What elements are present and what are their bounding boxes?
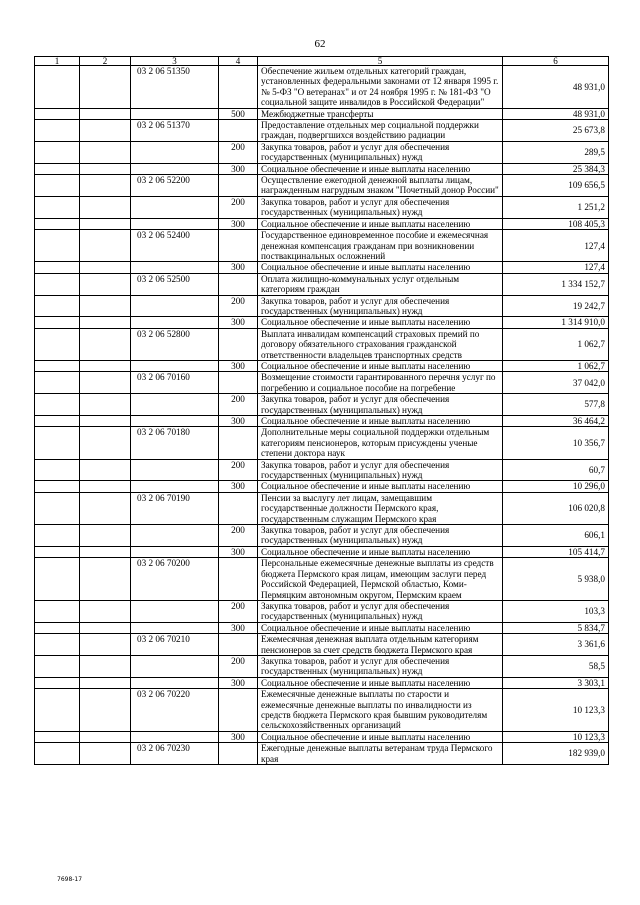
row-description: Социальное обеспечение и иные выплаты населению: [258, 546, 503, 557]
target-article-code: [131, 394, 219, 416]
table-row: [35, 427, 609, 459]
header-row: [35, 57, 609, 66]
table-row: [35, 273, 609, 295]
target-article-code: [131, 655, 219, 677]
row-description: Осуществление ежегодной денежной выплаты лицам, награжденным нагрудным знаком "Почетный донор России": [258, 175, 503, 197]
cell-col1: [35, 295, 80, 317]
expense-type-code: [219, 558, 258, 601]
cell-col2: [80, 273, 131, 295]
expense-type-code: 200: [219, 600, 258, 622]
cell-col2: [80, 230, 131, 262]
target-article-code: [131, 459, 219, 481]
table-row: [35, 677, 609, 688]
row-amount: 106 020,8: [503, 492, 609, 524]
expense-type-code: 300: [219, 546, 258, 557]
cell-col1: [35, 230, 80, 262]
expense-type-code: [219, 328, 258, 360]
table-row: [35, 459, 609, 481]
row-description: Ежемесячные денежные выплаты по старости и ежемесячные денежные выплаты по инвалидности из средств бюджета Пермского края бывшим руководителям сельскохозяйственных организаций: [258, 689, 503, 732]
row-amount: 127,4: [503, 230, 609, 262]
row-amount: 5 938,0: [503, 558, 609, 601]
column-header: 2: [80, 57, 131, 66]
expense-type-code: 200: [219, 525, 258, 547]
table-row: [35, 218, 609, 229]
table-row: [35, 317, 609, 328]
cell-col2: [80, 108, 131, 119]
row-amount: 48 931,0: [503, 66, 609, 109]
row-amount: 36 464,2: [503, 416, 609, 427]
table-row: [35, 196, 609, 218]
row-amount: 1 062,7: [503, 360, 609, 371]
cell-col2: [80, 120, 131, 142]
row-description: Социальное обеспечение и иные выплаты населению: [258, 262, 503, 273]
row-description: Закупка товаров, работ и услуг для обеспечения государственных (муниципальных) нужд: [258, 655, 503, 677]
table-row: [35, 600, 609, 622]
expense-type-code: 200: [219, 459, 258, 481]
target-article-code: 03 2 06 70160: [131, 372, 219, 394]
cell-col1: [35, 120, 80, 142]
expense-type-code: [219, 120, 258, 142]
target-article-code: 03 2 06 70210: [131, 634, 219, 656]
row-description: Закупка товаров, работ и услуг для обеспечения государственных (муниципальных) нужд: [258, 295, 503, 317]
target-article-code: [131, 731, 219, 742]
table-row: [35, 66, 609, 109]
cell-col1: [35, 175, 80, 197]
row-amount: 10 296,0: [503, 481, 609, 492]
target-article-code: [131, 600, 219, 622]
row-amount: 48 931,0: [503, 108, 609, 119]
row-description: Закупка товаров, работ и услуг для обеспечения государственных (муниципальных) нужд: [258, 394, 503, 416]
row-amount: 10 356,7: [503, 427, 609, 459]
expense-type-code: [219, 427, 258, 459]
cell-col2: [80, 427, 131, 459]
row-amount: 1 314 910,0: [503, 317, 609, 328]
target-article-code: 03 2 06 52500: [131, 273, 219, 295]
row-description: Выплата инвалидам компенсаций страховых премий по договору обязательного страхования гражданской ответственности владельцев транспортных средств: [258, 328, 503, 360]
cell-col1: [35, 372, 80, 394]
cell-col2: [80, 731, 131, 742]
cell-col2: [80, 394, 131, 416]
row-description: Закупка товаров, работ и услуг для обеспечения государственных (муниципальных) нужд: [258, 525, 503, 547]
cell-col2: [80, 317, 131, 328]
cell-col2: [80, 459, 131, 481]
target-article-code: 03 2 06 70200: [131, 558, 219, 601]
column-header: 3: [131, 57, 219, 66]
target-article-code: 03 2 06 70180: [131, 427, 219, 459]
table-row: [35, 120, 609, 142]
row-description: Возмещение стоимости гарантированного перечня услуг по погребению и социальное пособие на погребение: [258, 372, 503, 394]
expense-type-code: [219, 689, 258, 732]
cell-col2: [80, 525, 131, 547]
cell-col1: [35, 108, 80, 119]
row-description: Ежемесячная денежная выплата отдельным категориям пенсионеров за счет средств бюджета Пермского края: [258, 634, 503, 656]
table-row: [35, 731, 609, 742]
cell-col1: [35, 416, 80, 427]
row-description: Социальное обеспечение и иные выплаты населению: [258, 163, 503, 174]
column-header: 1: [35, 57, 80, 66]
cell-col2: [80, 558, 131, 601]
cell-col1: [35, 360, 80, 371]
expense-type-code: 300: [219, 677, 258, 688]
table-row: [35, 492, 609, 524]
row-amount: 105 414,7: [503, 546, 609, 557]
cell-col1: [35, 394, 80, 416]
cell-col2: [80, 600, 131, 622]
cell-col1: [35, 655, 80, 677]
cell-col2: [80, 655, 131, 677]
target-article-code: [131, 317, 219, 328]
cell-col1: [35, 546, 80, 557]
row-amount: 19 242,7: [503, 295, 609, 317]
cell-col2: [80, 634, 131, 656]
table-row: [35, 360, 609, 371]
row-description: Социальное обеспечение и иные выплаты населению: [258, 317, 503, 328]
target-article-code: 03 2 06 52400: [131, 230, 219, 262]
row-amount: 606,1: [503, 525, 609, 547]
row-amount: 5 834,7: [503, 622, 609, 633]
expense-type-code: 300: [219, 622, 258, 633]
expense-type-code: [219, 230, 258, 262]
cell-col2: [80, 262, 131, 273]
table-row: [35, 525, 609, 547]
target-article-code: 03 2 06 52800: [131, 328, 219, 360]
row-description: Социальное обеспечение и иные выплаты населению: [258, 416, 503, 427]
row-description: Социальное обеспечение и иные выплаты населению: [258, 731, 503, 742]
target-article-code: 03 2 06 51350: [131, 66, 219, 109]
target-article-code: 03 2 06 70190: [131, 492, 219, 524]
row-amount: 3 303,1: [503, 677, 609, 688]
row-description: Оплата жилищно-коммунальных услуг отдельным категориям граждан: [258, 273, 503, 295]
cell-col1: [35, 558, 80, 601]
row-amount: 127,4: [503, 262, 609, 273]
cell-col1: [35, 600, 80, 622]
table-row: [35, 481, 609, 492]
expense-type-code: [219, 66, 258, 109]
cell-col2: [80, 492, 131, 524]
row-description: Социальное обеспечение и иные выплаты населению: [258, 677, 503, 688]
expense-type-code: 300: [219, 731, 258, 742]
row-amount: 58,5: [503, 655, 609, 677]
cell-col1: [35, 525, 80, 547]
row-amount: 109 656,5: [503, 175, 609, 197]
table-row: [35, 743, 609, 765]
expense-type-code: 300: [219, 163, 258, 174]
cell-col1: [35, 66, 80, 109]
row-amount: 108 405,3: [503, 218, 609, 229]
footer-code: 7698-17: [57, 876, 83, 883]
budget-table-container: [34, 56, 608, 765]
cell-col2: [80, 546, 131, 557]
expense-type-code: 300: [219, 416, 258, 427]
table-row: [35, 328, 609, 360]
row-amount: 25 384,3: [503, 163, 609, 174]
expense-type-code: [219, 175, 258, 197]
cell-col1: [35, 677, 80, 688]
target-article-code: [131, 416, 219, 427]
cell-col1: [35, 427, 80, 459]
cell-col1: [35, 634, 80, 656]
row-description: Социальное обеспечение и иные выплаты населению: [258, 622, 503, 633]
table-row: [35, 262, 609, 273]
cell-col1: [35, 622, 80, 633]
row-amount: 25 673,8: [503, 120, 609, 142]
target-article-code: [131, 622, 219, 633]
target-article-code: [131, 141, 219, 163]
cell-col1: [35, 262, 80, 273]
cell-col1: [35, 317, 80, 328]
row-description: Персональные ежемесячные денежные выплаты из средств бюджета Пермского края лицам, имеющим заслуги перед Российской Федерацией, Пермской областью, Коми-Пермяцким автономным округом, Пермским краем: [258, 558, 503, 601]
row-description: Предоставление отдельных мер социальной поддержки граждан, подвергшихся воздействию радиации: [258, 120, 503, 142]
expense-type-code: 200: [219, 141, 258, 163]
cell-col2: [80, 218, 131, 229]
table-row: [35, 141, 609, 163]
target-article-code: [131, 677, 219, 688]
expense-type-code: [219, 492, 258, 524]
cell-col1: [35, 689, 80, 732]
cell-col2: [80, 175, 131, 197]
cell-col2: [80, 416, 131, 427]
cell-col1: [35, 163, 80, 174]
table-row: [35, 163, 609, 174]
row-amount: 10 123,3: [503, 731, 609, 742]
row-description: Закупка товаров, работ и услуг для обеспечения государственных (муниципальных) нужд: [258, 141, 503, 163]
row-description: Закупка товаров, работ и услуг для обеспечения государственных (муниципальных) нужд: [258, 196, 503, 218]
row-amount: 182 939,0: [503, 743, 609, 765]
expense-type-code: 300: [219, 218, 258, 229]
cell-col2: [80, 163, 131, 174]
table-row: [35, 622, 609, 633]
cell-col2: [80, 689, 131, 732]
expense-type-code: 500: [219, 108, 258, 119]
row-amount: 103,3: [503, 600, 609, 622]
expense-type-code: [219, 372, 258, 394]
table-row: [35, 634, 609, 656]
expense-type-code: [219, 634, 258, 656]
cell-col2: [80, 743, 131, 765]
cell-col2: [80, 295, 131, 317]
row-amount: 289,5: [503, 141, 609, 163]
row-description: Межбюджетные трансферты: [258, 108, 503, 119]
cell-col1: [35, 743, 80, 765]
cell-col2: [80, 141, 131, 163]
cell-col1: [35, 492, 80, 524]
row-amount: 3 361,6: [503, 634, 609, 656]
row-amount: 10 123,3: [503, 689, 609, 732]
table-row: [35, 394, 609, 416]
row-description: Социальное обеспечение и иные выплаты населению: [258, 218, 503, 229]
row-description: Государственное единовременное пособие и ежемесячная денежная компенсация гражданам при возникновении поствакцинальных осложнений: [258, 230, 503, 262]
cell-col1: [35, 218, 80, 229]
cell-col1: [35, 196, 80, 218]
table-body: [35, 66, 609, 765]
target-article-code: 03 2 06 70230: [131, 743, 219, 765]
row-amount: 37 042,0: [503, 372, 609, 394]
cell-col2: [80, 360, 131, 371]
cell-col2: [80, 196, 131, 218]
table-row: [35, 689, 609, 732]
expense-type-code: 300: [219, 360, 258, 371]
expense-type-code: 300: [219, 317, 258, 328]
row-amount: 1 251,2: [503, 196, 609, 218]
cell-col1: [35, 328, 80, 360]
row-description: Закупка товаров, работ и услуг для обеспечения государственных (муниципальных) нужд: [258, 600, 503, 622]
expense-type-code: 300: [219, 481, 258, 492]
row-amount: 577,8: [503, 394, 609, 416]
table-row: [35, 546, 609, 557]
table-row: [35, 175, 609, 197]
cell-col2: [80, 372, 131, 394]
row-description: Ежегодные денежные выплаты ветеранам труда Пермского края: [258, 743, 503, 765]
cell-col2: [80, 66, 131, 109]
row-description: Социальное обеспечение и иные выплаты населению: [258, 360, 503, 371]
row-description: Дополнительные меры социальной поддержки отдельным категориям пенсионеров, которым присуждены ученые степени доктора наук: [258, 427, 503, 459]
target-article-code: [131, 546, 219, 557]
target-article-code: [131, 360, 219, 371]
target-article-code: [131, 481, 219, 492]
page-number: 62: [314, 38, 326, 50]
table-row: [35, 230, 609, 262]
table-row: [35, 558, 609, 601]
expense-type-code: [219, 273, 258, 295]
target-article-code: [131, 218, 219, 229]
table-row: [35, 372, 609, 394]
cell-col1: [35, 273, 80, 295]
budget-table: [34, 56, 609, 765]
expense-type-code: [219, 743, 258, 765]
row-description: Социальное обеспечение и иные выплаты населению: [258, 481, 503, 492]
table-row: [35, 655, 609, 677]
row-amount: 1 334 152,7: [503, 273, 609, 295]
cell-col2: [80, 328, 131, 360]
cell-col1: [35, 459, 80, 481]
cell-col2: [80, 622, 131, 633]
expense-type-code: 200: [219, 655, 258, 677]
target-article-code: [131, 525, 219, 547]
table-row: [35, 295, 609, 317]
row-description: Обеспечение жильем отдельных категорий граждан, установленных федеральными законами от 12 января 1995 г. № 5-ФЗ "О ветеранах" и от 24 ноября 1995 г. № 181-ФЗ "О социальной защите инвалидов в Российской Федерации": [258, 66, 503, 109]
column-header: 5: [258, 57, 503, 66]
target-article-code: 03 2 06 52200: [131, 175, 219, 197]
row-amount: 60,7: [503, 459, 609, 481]
target-article-code: [131, 108, 219, 119]
expense-type-code: 200: [219, 295, 258, 317]
row-description: Закупка товаров, работ и услуг для обеспечения государственных (муниципальных) нужд: [258, 459, 503, 481]
target-article-code: [131, 196, 219, 218]
cell-col2: [80, 481, 131, 492]
target-article-code: [131, 262, 219, 273]
target-article-code: 03 2 06 51370: [131, 120, 219, 142]
column-header: 6: [503, 57, 609, 66]
expense-type-code: 300: [219, 262, 258, 273]
cell-col1: [35, 481, 80, 492]
target-article-code: 03 2 06 70220: [131, 689, 219, 732]
cell-col2: [80, 677, 131, 688]
target-article-code: [131, 163, 219, 174]
target-article-code: [131, 295, 219, 317]
column-header: 4: [219, 57, 258, 66]
expense-type-code: 200: [219, 196, 258, 218]
expense-type-code: 200: [219, 394, 258, 416]
table-row: [35, 108, 609, 119]
row-amount: 1 062,7: [503, 328, 609, 360]
row-description: Пенсии за выслугу лет лицам, замещавшим государственные должности Пермского края, государственным служащим Пермского края: [258, 492, 503, 524]
cell-col1: [35, 731, 80, 742]
cell-col1: [35, 141, 80, 163]
table-row: [35, 416, 609, 427]
